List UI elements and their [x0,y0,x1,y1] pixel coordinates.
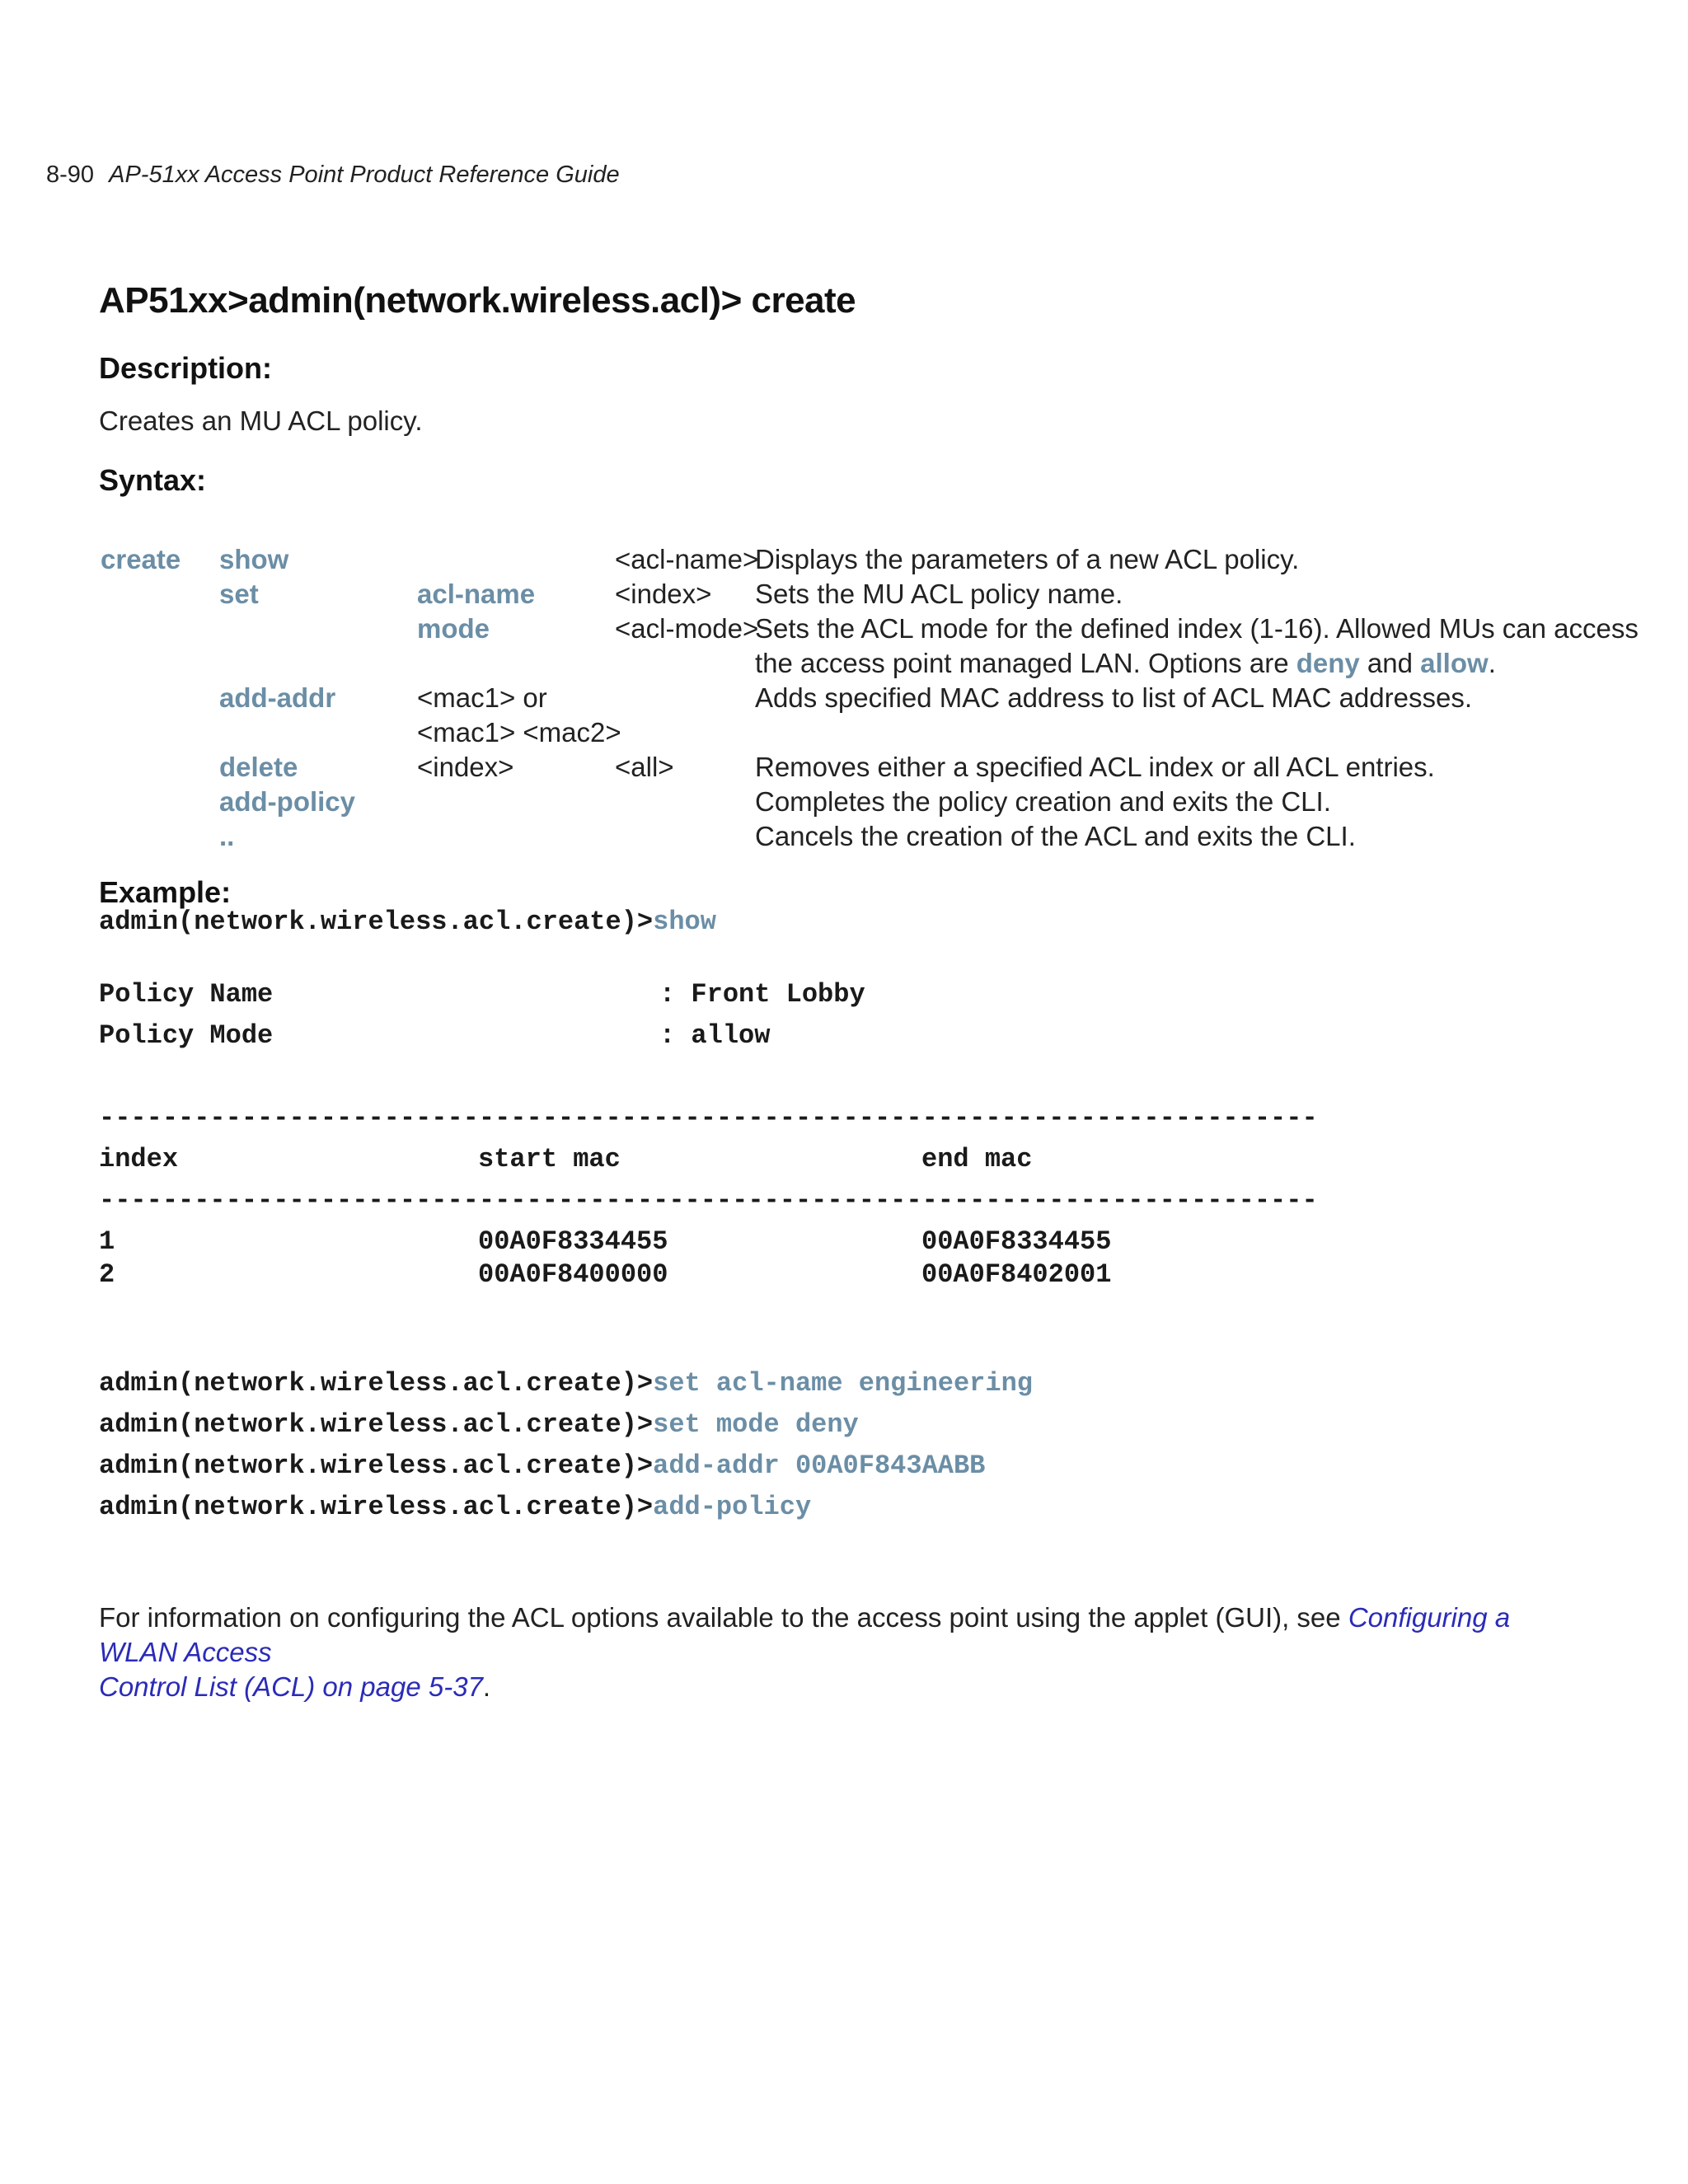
syntax-row-exit [99,819,1550,854]
table-row-end-mac: 00A0F8402001 [921,1259,1112,1290]
syntax-keyword-create: create [101,544,181,574]
table-header-start-mac: start mac [478,1144,621,1174]
syntax-row-delete [99,750,1550,785]
syntax-param: <mac1> or [417,682,547,713]
syntax-description: Cancels the creation of the ACL and exits the CLI. [755,821,1356,851]
guide-title: AP-51xx Access Point Product Reference Guide [109,162,620,188]
syntax-keyword-show: show [219,544,289,574]
syntax-description: Sets the ACL mode for the defined index (1-16). Allowed MUs can access [755,613,1639,644]
separator-line: ----------------------------------------------------------------------------- [99,1103,1318,1133]
code-line-show: admin(network.wireless.acl.create)>show [99,907,716,937]
description-text: Creates an MU ACL policy. [99,405,423,436]
syntax-keyword-delete: delete [219,752,298,782]
syntax-param: <index> [417,752,514,782]
syntax-heading: Syntax: [99,463,207,497]
syntax-description: Sets the MU ACL policy name. [755,579,1123,609]
policy-name-value: : Front Lobby [659,979,865,1010]
policy-mode-value: : allow [659,1020,771,1051]
syntax-description-cont: the access point managed LAN. Options are deny and allow. [755,648,1496,678]
policy-mode-label: Policy Mode [99,1020,274,1051]
syntax-param: <acl-name> [615,544,759,574]
code-line-add-policy: admin(network.wireless.acl.create)>add-policy [99,1492,812,1522]
table-row-end-mac: 00A0F8334455 [921,1226,1112,1257]
command-title: AP51xx>admin(network.wireless.acl)> create [99,280,856,321]
page-header [46,162,620,189]
syntax-table [99,542,1639,854]
syntax-keyword-exit: .. [219,821,235,851]
syntax-row-add-addr [99,681,1550,750]
syntax-description: Adds specified MAC address to list of ACL MAC addresses. [755,682,1472,713]
table-header-end-mac: end mac [921,1144,1033,1174]
example-heading: Example: [99,875,232,909]
syntax-description: Completes the policy creation and exits the CLI. [755,786,1331,817]
syntax-row-add-policy [99,785,1550,819]
policy-name-label: Policy Name [99,979,274,1010]
syntax-description: Removes either a specified ACL index or all ACL entries. [755,752,1435,782]
syntax-param: <all> [615,752,674,782]
syntax-row-show [99,542,1550,577]
syntax-keyword-add-addr: add-addr [219,682,336,713]
syntax-param: <index> [615,579,712,609]
syntax-keyword-add-policy: add-policy [219,786,356,817]
table-row-start-mac: 00A0F8400000 [478,1259,668,1290]
syntax-row-set [99,577,1550,612]
syntax-param: <acl-mode> [615,613,759,644]
option-allow: allow [1420,648,1489,678]
syntax-param: <mac1> <mac2> [417,717,621,748]
table-row-start-mac: 00A0F8334455 [478,1226,668,1257]
separator-line: ----------------------------------------------------------------------------- [99,1185,1318,1216]
table-row-index: 2 [99,1259,115,1290]
code-line-set-mode: admin(network.wireless.acl.create)>set mode deny [99,1409,859,1440]
table-row-index: 1 [99,1226,115,1257]
table-header-index: index [99,1144,179,1174]
cross-reference-link[interactable]: Configuring a WLAN Access Control List (ACL) on page 5-37 [99,1602,1511,1702]
footer-paragraph: For information on configuring the ACL options available to the access point using the applet (GUI), see Configuring a WLAN Access Control List (ACL) on page 5-37. [99,1602,1511,1702]
syntax-keyword-set: set [219,579,259,609]
code-line-add-addr: admin(network.wireless.acl.create)>add-addr 00A0F843AABB [99,1451,986,1481]
syntax-keyword-acl-name: acl-name [417,579,536,609]
description-heading: Description: [99,351,273,385]
code-line-set-acl-name: admin(network.wireless.acl.create)>set acl-name engineering [99,1368,1033,1399]
syntax-row-mode [99,612,1639,681]
syntax-description: Displays the parameters of a new ACL policy. [755,544,1300,574]
page-number: 8-90 [46,162,95,188]
option-deny: deny [1296,648,1360,678]
syntax-keyword-mode: mode [417,613,490,644]
